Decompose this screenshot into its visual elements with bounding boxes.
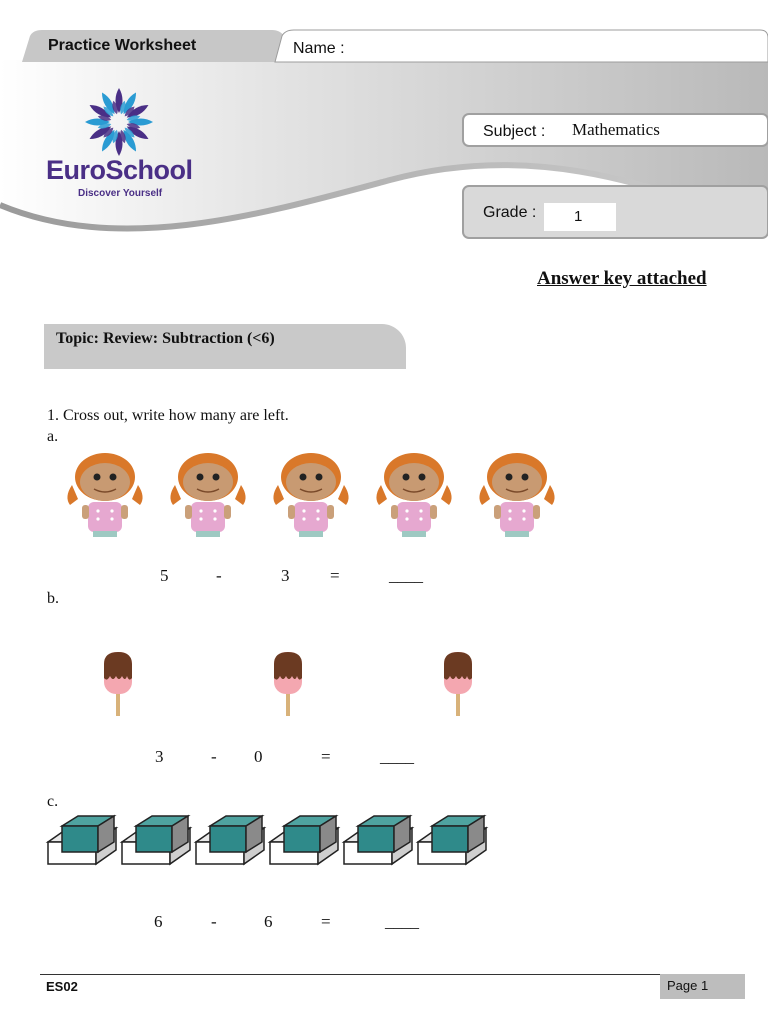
name-field[interactable] <box>355 36 745 58</box>
eraser-icon[interactable] <box>44 812 119 873</box>
popsicle-icon[interactable] <box>100 648 136 723</box>
popsicle-icon[interactable] <box>440 648 476 723</box>
eraser-icon[interactable] <box>192 812 267 873</box>
topic-text: Topic: Review: Subtraction (<6) <box>56 330 275 347</box>
girl-doll-icon[interactable] <box>472 447 562 547</box>
girl-doll-icon[interactable] <box>60 447 150 547</box>
subject-value: Mathematics <box>572 120 660 139</box>
eraser-icon[interactable] <box>340 812 415 873</box>
logo-brand-text: EuroSchool <box>46 155 193 185</box>
answer-blank-c[interactable]: ____ <box>385 912 419 931</box>
equation-a-minuend: 5 <box>160 566 169 585</box>
eraser-icon[interactable] <box>266 812 341 873</box>
worksheet-title-tab: Practice Worksheet <box>48 37 197 54</box>
name-label: Name : <box>293 40 345 57</box>
doll-row <box>60 447 580 542</box>
grade-label: Grade : <box>483 204 537 221</box>
part-label-a: a. <box>47 428 59 445</box>
subject-label: Subject : <box>483 123 546 140</box>
eraser-icon[interactable] <box>414 812 489 873</box>
equation-b-minuend: 3 <box>155 747 164 766</box>
part-label-b: b. <box>47 590 59 607</box>
eraser-row <box>44 812 514 872</box>
topic-banner <box>44 324 406 369</box>
equation-c-equals: = <box>321 912 331 931</box>
grade-value: 1 <box>574 208 583 225</box>
eraser-icon[interactable] <box>118 812 193 873</box>
equation-a-minus: - <box>216 566 222 585</box>
subject-field[interactable] <box>562 115 710 143</box>
answer-blank-b[interactable]: ____ <box>380 747 414 766</box>
girl-doll-icon[interactable] <box>369 447 459 547</box>
equation-b-minus: - <box>211 747 217 766</box>
popsicle-row <box>100 648 520 718</box>
popsicle-icon[interactable] <box>270 648 306 723</box>
page-number-box <box>660 974 745 999</box>
equation-b-subtrahend: 0 <box>254 747 263 766</box>
footer-rule <box>40 974 660 975</box>
equation-a-subtrahend: 3 <box>281 566 290 585</box>
page-number: Page 1 <box>667 978 709 993</box>
grade-field[interactable] <box>544 203 616 231</box>
equation-b-equals: = <box>321 747 331 766</box>
equation-a-equals: = <box>330 566 340 585</box>
answer-key-note: Answer key attached <box>537 268 707 289</box>
question-instruction: 1. Cross out, write how many are left. <box>47 407 289 424</box>
girl-doll-icon[interactable] <box>266 447 356 547</box>
equation-c-minuend: 6 <box>154 912 163 931</box>
euroschool-logo-icon <box>83 86 155 158</box>
equation-c-minus: - <box>211 912 217 931</box>
answer-blank-a[interactable]: ____ <box>389 566 423 585</box>
girl-doll-icon[interactable] <box>163 447 253 547</box>
footer-code: ES02 <box>46 979 78 994</box>
part-label-c: c. <box>47 793 59 810</box>
logo-tagline: Discover Yourself <box>78 188 163 199</box>
equation-c-subtrahend: 6 <box>264 912 273 931</box>
